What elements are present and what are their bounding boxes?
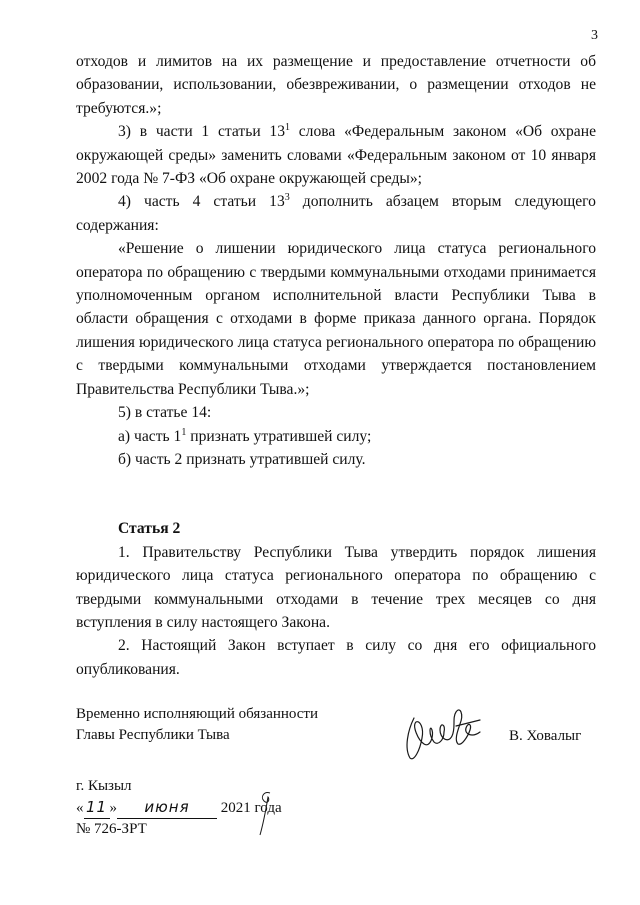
item-4-text-rest: дополнить абзацем вторым следующего содержания: <box>76 193 596 234</box>
signatory-position <box>76 704 318 746</box>
item-4-text: 4) часть 4 статьи 13 <box>118 193 285 211</box>
article-2-title: Статья 2 <box>118 520 181 538</box>
paragraph-quote: «Решение о лишении юридического лица статуса регионального оператора по обращению с твердыми коммунальными отходами принимается уполномоченным органом исполнительной власти Республики Тыва в области обращения с отходами в форме приказа данного органа. Порядок лишения юридического лица статуса регионального оператора по обращению с твердыми коммунальными отходами утверждается постановлением Правительства Республики Тыва.»; <box>76 240 596 398</box>
handwritten-signature-icon <box>400 700 490 775</box>
item-3-superscript: 1 <box>285 122 291 134</box>
signatory-position-line-1: Временно исполняющий обязанности <box>76 706 319 722</box>
paragraph-item-3 <box>76 120 596 190</box>
subitem-a-text-rest: признать утратившей силу; <box>186 427 372 445</box>
article-2-item-2: 2. Настоящий Закон вступает в силу со дня его официального опубликования. <box>76 637 596 678</box>
paragraph-subitem-a <box>76 425 596 448</box>
article-2-item-1: 1. Правительству Республики Тыва утвердить порядок лишения юридического лица статуса регионального оператора по обращению с твердыми коммунальными отходами в течение трех месяцев со дня вступления в силу настоящего Закона. <box>76 543 596 631</box>
paragraph-continuation: отходов и лимитов на их размещение и предоставление отчетности об образовании, использовании, обезвреживании, о размещении отходов не требуются.»; <box>76 53 596 117</box>
date-day: 11 <box>84 797 110 819</box>
date-month: июня <box>117 797 217 819</box>
date-line <box>76 797 282 819</box>
signatory-name: В. Ховалыг <box>509 728 582 744</box>
place-date-number <box>76 776 282 840</box>
item-3-text: 3) в части 1 статьи 13 <box>118 123 286 141</box>
date-close-quote: » <box>109 800 117 816</box>
spacer <box>76 471 596 494</box>
city: г. Кызыл <box>76 778 132 794</box>
pen-stroke-icon <box>256 789 276 839</box>
paragraph-item-5: 5) в статье 14: <box>118 404 212 422</box>
page-number: 3 <box>591 28 598 43</box>
date-open-quote: « <box>76 800 84 816</box>
item-4-superscript: 3 <box>284 192 290 204</box>
law-number: № 726-ЗРТ <box>76 821 147 837</box>
subitem-a-superscript: 1 <box>181 426 187 438</box>
paragraph-item-4 <box>76 190 596 237</box>
date-year: 2021 года <box>217 800 282 816</box>
document-body <box>76 50 596 681</box>
paragraph-subitem-b: б) часть 2 признать утратившей силу. <box>118 450 366 468</box>
signatory-position-line-2: Главы Республики Тыва <box>76 727 230 743</box>
subitem-a-text: а) часть 1 <box>118 427 182 445</box>
item-3-text-rest: слова «Федеральным законом «Об охране окружающей среды» заменить словами «Федеральным законом от 10 января 2002 года № 7-ФЗ «Об охране окружающей среды»; <box>76 123 596 188</box>
